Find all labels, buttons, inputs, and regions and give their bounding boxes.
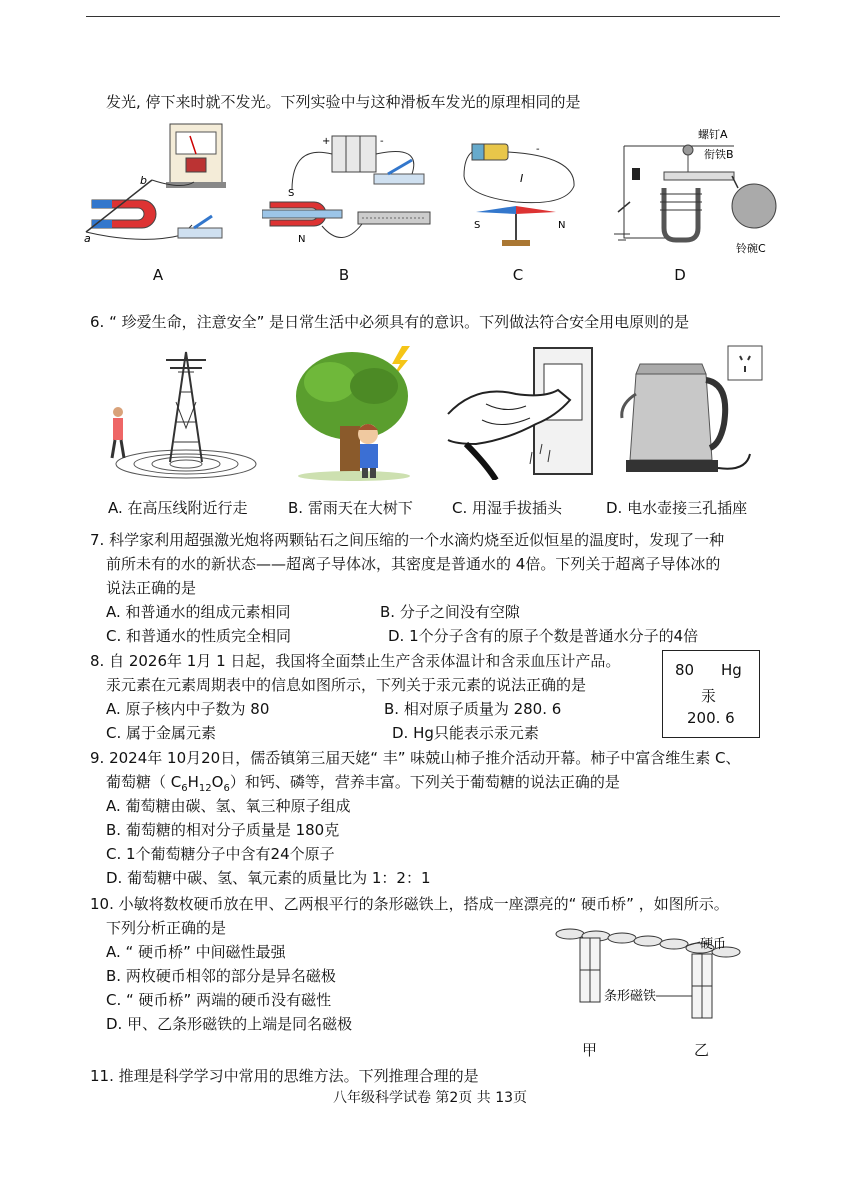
q9-option-a[interactable]: A. 葡萄糖由碳、氢、氧三种原子组成 [106,797,351,815]
fig-label-coin: 硬币 [700,937,727,952]
q9-option-c[interactable]: C. 1个葡萄糖分子中含有24个原子 [106,845,335,863]
q5-option-c[interactable]: C [512,266,524,284]
element-mass: 200. 6 [687,709,735,727]
q10-option-d[interactable]: D. 甲、乙条形磁铁的上端是同名磁极 [106,1015,353,1033]
q9-line2: 葡萄糖（ $C_6H_{12}O_6$）和钙、磷等，营养丰富。下列关于葡萄糖的说法正确的是 [106,773,620,794]
q6-stem: 6. “ 珍爱生命，注意安全” 是日常生活中必须具有的意识。下列做法符合安全用电原则的是 [90,313,690,331]
q8-line1: 8. 自 2026年 1月 1 日起，我国将全面禁止生产含汞体温计和含汞血压计产品。 [90,652,621,670]
fig-c-n: N [558,220,566,231]
q9-option-b[interactable]: B. 葡萄糖的相对分子质量是 180克 [106,821,340,839]
q10-coin-bridge-figure [554,924,754,1056]
fig-d-armature: 衔铁B [704,148,734,161]
page-footer: 八年级科学试卷 第2页 共 13页 [332,1090,528,1106]
q7-option-a[interactable]: A. 和普通水的组成元素相同 [106,603,291,621]
fig-a-label-b: b [140,174,147,187]
header-rule [86,16,780,17]
magnet-label-yi: 乙 [694,1041,710,1059]
fig-c-minus: - [536,144,540,155]
fig-d-screw: 螺钉A [698,128,728,141]
q10-option-c[interactable]: C. “ 硬币桥” 两端的硬币没有磁性 [106,991,332,1009]
q6-figure-c [446,344,596,480]
q6-figure-a [106,342,266,482]
q7-line3: 说法正确的是 [106,579,197,597]
q5-option-b[interactable]: B [338,266,350,284]
q6-figure-d [616,344,766,484]
q5-intro: 发光, 停下来时就不发光。下列实验中与这种滑板车发光的原理相同的是 [106,93,581,111]
magnet-label-jia: 甲 [582,1041,598,1059]
q5-figure-c [456,136,586,254]
fig-b-plus: + [322,136,331,147]
q9-option-d[interactable]: D. 葡萄糖中碳、氢、氧元素的质量比为 1：2：1 [106,869,431,887]
q7-option-b[interactable]: B. 分子之间没有空隙 [380,603,520,621]
fig-label-magnet: 条形磁铁 [604,989,657,1004]
element-name: 汞 [701,687,717,705]
q5-figure-b [262,130,442,250]
q7-line2: 前所未有的水的新状态——超离子导体冰，其密度是普通水的 4倍。下列关于超离子导体冰的 [106,555,721,573]
fig-b-s: S [288,188,295,199]
q5-figure-a [82,120,232,250]
q10-option-a[interactable]: A. “ 硬币桥” 中间磁性最强 [106,943,286,961]
q5-option-a[interactable]: A [152,266,164,284]
q6-option-a[interactable]: A. 在高压线附近行走 [108,499,248,517]
q10-option-b[interactable]: B. 两枚硬币相邻的部分是异名磁极 [106,967,336,985]
q5-option-d[interactable]: D [674,266,686,284]
q10-line2: 下列分析正确的是 [106,919,227,937]
element-symbol: Hg [721,661,742,679]
q6-figure-b [290,342,430,482]
q6-option-c[interactable]: C. 用湿手拔插头 [452,499,563,517]
q6-option-d[interactable]: D. 电水壶接三孔插座 [606,499,748,517]
q6-option-b[interactable]: B. 雷雨天在大树下 [288,499,413,517]
q8-option-d[interactable]: D. Hg只能表示汞元素 [392,724,539,742]
q7-line1: 7. 科学家利用超强激光炮将两颗钻石之间压缩的一个水滴灼烧至近似恒星的温度时，发现了一种 [90,531,725,549]
fig-d-bell: 铃碗C [736,242,766,255]
fig-b-n: N [298,234,306,245]
element-card-mercury [662,650,760,738]
element-number: 80 [675,661,695,679]
q11-stem: 11. 推理是科学学习中常用的思维方法。下列推理合理的是 [90,1067,479,1085]
q8-option-c[interactable]: C. 属于金属元素 [106,724,217,742]
fig-c-current: I [520,172,524,185]
q7-option-c[interactable]: C. 和普通水的性质完全相同 [106,627,292,645]
q8-option-a[interactable]: A. 原子核内中子数为 80 [106,700,270,718]
q8-option-b[interactable]: B. 相对原子质量为 280. 6 [384,700,562,718]
q8-line2: 汞元素在元素周期表中的信息如图所示，下列关于汞元素的说法正确的是 [106,676,587,694]
q5-figure-d [604,128,784,258]
fig-c-s: S [474,220,481,231]
fig-b-minus: - [380,136,384,147]
fig-a-label-a: a [84,232,91,245]
q7-option-d[interactable]: D. 1个分子含有的原子个数是普通水分子的4倍 [388,627,699,645]
q9-line1: 9. 2024年 10月20日，儒岙镇第三届天姥“ 丰” 味兢山柿子推介活动开幕。柿子中富含维生素 C、 [90,749,741,767]
q10-line1: 10. 小敏将数枚硬币放在甲、乙两根平行的条形磁铁上，搭成一座漂亮的“ 硬币桥” ，如图所示。 [90,895,729,913]
